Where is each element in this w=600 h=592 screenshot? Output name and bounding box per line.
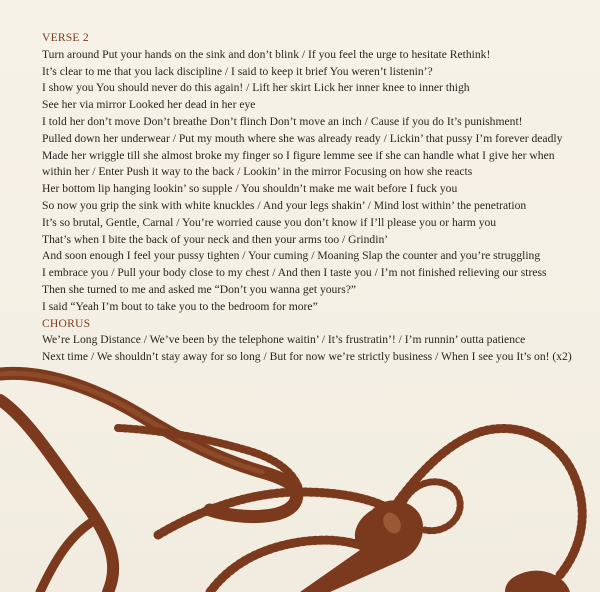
lyric-line: Then she turned to me and asked me “Don’t you wanna get yours?” <box>42 282 357 296</box>
lyric-line: That’s when I bite the back of your neck and then your arms too / Grindin’ <box>42 232 389 246</box>
lyric-line: within her / Enter Push it way to the back / Lookin’ in the mirror Focusing on how she reacts <box>42 165 473 179</box>
lyric-line: Her bottom lip hanging lookin’ so supple / You shouldn’t make me wait before I fuck you <box>42 182 458 196</box>
lyric-line: Next time / We shouldn’t stay away for so long / But for now we’re strictly business / When I see you It’s on! (x2) <box>42 350 572 364</box>
lyric-line: Made her wriggle till she almost broke my finger so I figure lemme see if she can handle what I give her when <box>42 148 555 162</box>
lyric-line: See her via mirror Looked her dead in her eye <box>42 98 256 112</box>
lyric-line: So now you grip the sink with white knuckles / And your legs shakin’ / Mind lost within’ the penetration <box>42 198 527 212</box>
verse-lines <box>42 47 582 316</box>
lyric-line: It’s so brutal, Gentle, Carnal / You’re worried cause you don’t know if I’ll please you or harm you <box>42 215 497 229</box>
lyric-line: I said “Yeah I’m bout to take you to the bedroom for more” <box>42 299 318 313</box>
lyric-line: Pulled down her underwear / Put my mouth where she was already ready / Lickin’ that pussy I’m forever deadly <box>42 131 563 145</box>
lyrics-block <box>42 30 582 366</box>
lyric-line: I show you You should never do this again! / Lift her skirt Lick her inner knee to inner thigh <box>42 81 470 95</box>
lyric-line: It’s clear to me that you lack discipline / I said to keep it brief You weren’t listenin’? <box>42 64 433 78</box>
chorus-heading: CHORUS <box>42 316 91 330</box>
lyric-line: Turn around Put your hands on the sink and don’t blink / If you feel the urge to hesitate Rethink! <box>42 47 491 61</box>
verse-heading: VERSE 2 <box>42 31 89 44</box>
lyric-line: We’re Long Distance / We’ve been by the telephone waitin’ / It’s frustratin’! / I’m runnin’ outta patience <box>42 333 526 347</box>
lyric-line: I embrace you / Pull your body close to my chest / And then I taste you / I’m not finished relieving our stress <box>42 266 547 280</box>
lyric-line: I told her don’t move Don’t breathe Don’t flinch Don’t move an inch / Cause if you do It’s punishment! <box>42 114 523 128</box>
lyric-line: And soon enough I feel your pussy tighten / Your cuming / Moaning Slap the counter and you’re struggling <box>42 249 541 263</box>
telephone-handset-with-coiled-cord-icon <box>0 360 600 592</box>
